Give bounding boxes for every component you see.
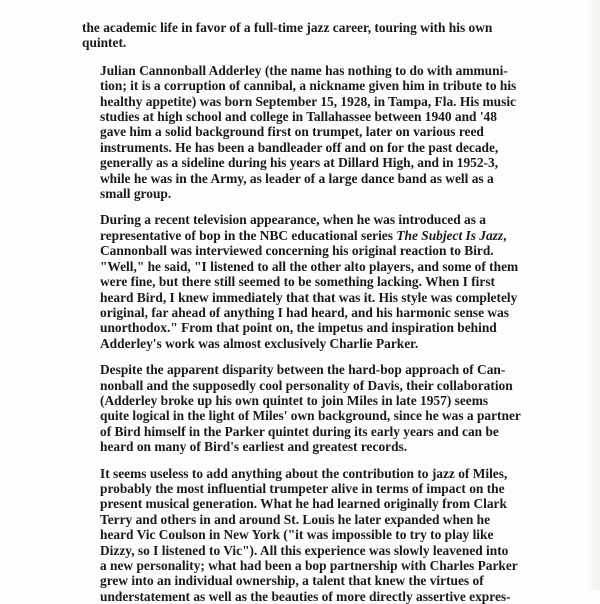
text-line: were fine, but there still seemed to be something lacking. When I first	[100, 274, 495, 290]
text-line: "Well," he said, "I listened to all the other alto players, and some of them	[100, 258, 519, 274]
text-line: a new personality; what had been a bop partnership with Charles Parker	[100, 558, 518, 573]
text-line: gave him a solid background first on trumpet, later on various reed	[100, 124, 484, 140]
text-line: During a recent television appearance, when he was introduced as a	[100, 212, 486, 228]
text-line: the academic life in favor of a full-time jazz career, touring with his own	[82, 20, 493, 35]
text-line: Julian Cannonball Adderley (the name has nothing to do with ammuni-	[100, 62, 508, 78]
text-line: small group.	[100, 186, 172, 202]
text-line: (Adderley broke up his own quintet to join Miles in late 1957) seems	[100, 392, 489, 408]
text-line: heard Bird, I knew immediately that that was it. His style was completely	[100, 289, 518, 305]
text-line-series-title: representative of bop in the NBC educational series The Subject Is Jazz,	[100, 227, 507, 243]
text-line: Terry and others in and around St. Louis he later expanded when he	[100, 511, 491, 527]
text-line: It seems useless to add anything about the contribution to jazz of Miles,	[100, 465, 508, 481]
text-line: unorthodox." From that point on, the impetus and inspiration behind	[100, 320, 497, 336]
text-line: Dizzy, so I listened to Vic"). All this experience was slowly leavened into	[100, 542, 509, 558]
text-line: generally as a sideline during his years at Dillard High, and in 1952-3,	[100, 155, 499, 171]
text-line: Despite the apparent disparity between the hard-bop approach of Can-	[100, 362, 506, 378]
text-line: Adderley's work was almost exclusively Charlie Parker.	[100, 335, 419, 351]
text-line: heard Vic Coulson in New York ("it was impossible to try to play like	[100, 527, 494, 543]
text-line: understatement as well as the beauties of more directly assertive expres-	[100, 588, 511, 604]
text-line: tion; it is a corruption of cannibal, a nickname given him in tribute to his	[100, 78, 517, 94]
paragraph-miles-contribution	[82, 466, 562, 604]
text-line: grew into an individual ownership, a talent that knew the virtues of	[100, 573, 484, 589]
text-line: quite logical in the light of Miles' own background, since he was a partner	[100, 408, 521, 424]
text-line: instruments. He has been a bandleader off and on for the past decade,	[100, 139, 499, 155]
paragraph-television-appearance	[82, 212, 562, 351]
paragraph-intro	[82, 20, 562, 51]
text-line: healthy appetite) was born September 15, 1928, in Tampa, Fla. His music	[100, 93, 517, 109]
series-title: The Subject Is Jazz	[396, 227, 504, 243]
text-line: Cannonball was interviewed concerning his original reaction to Bird.	[100, 243, 494, 259]
text-line: original, far ahead of anything I had heard, and his harmonic sense was	[100, 304, 509, 320]
text-line: of Bird himself in the Parker quintet during its early years and can be	[100, 423, 499, 439]
text-line: while he was in the Army, as leader of a large dance band as well as a	[100, 170, 494, 186]
paragraph-collaboration	[82, 362, 562, 454]
text-line: probably the most influential trumpeter alive in terms of impact on the	[100, 480, 505, 496]
text-line: heard on many of Bird's earliest and greatest records.	[100, 439, 408, 455]
paragraph-adderley-bio	[82, 63, 562, 202]
text-line: quintet.	[82, 35, 127, 51]
text-line: present musical generation. What he had learned originally from Clark	[100, 496, 507, 512]
text-line: nonball and the supposedly cool personality of Davis, their collaboration	[100, 377, 513, 393]
text-line: studies at high school and college in Tallahassee between 1940 and '48	[100, 109, 497, 125]
